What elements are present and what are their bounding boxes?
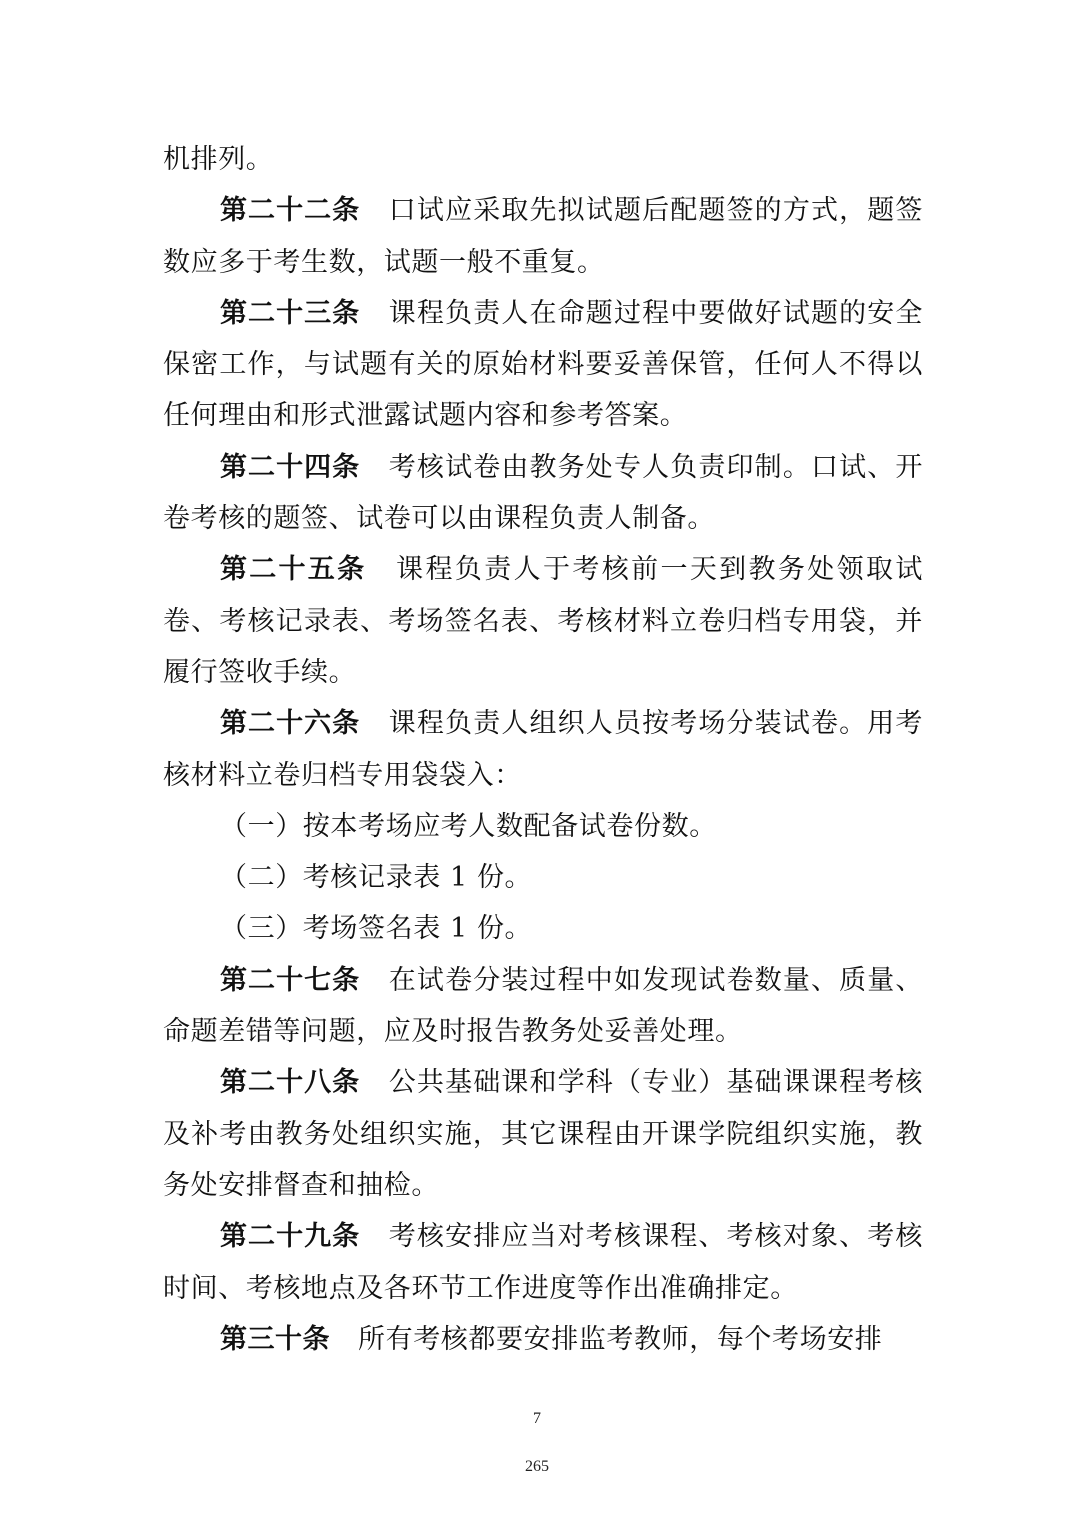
article-title: 第二十九条 [220, 1221, 361, 1253]
article-body: 课程负责人于考核前一天到教务处领取试卷、考核记录表、考场签名表、考核材料立卷归档专用袋，并履行签收手续。 [163, 554, 924, 688]
article-22 [163, 185, 923, 288]
article-body: 考核安排应当对考核课程、考核对象、考核时间、考核地点及各环节工作进度等作出准确排定。 [163, 1221, 923, 1304]
article-title: 第二十六条 [220, 708, 361, 740]
article-title: 第二十三条 [220, 297, 361, 329]
article-30 [163, 1314, 923, 1365]
article-title: 第二十八条 [220, 1067, 361, 1099]
article-body: 课程负责人在命题过程中要做好试题的安全保密工作，与试题有关的原始材料要妥善保管，任何人不得以任何理由和形式泄露试题内容和参考答案。 [163, 297, 923, 432]
article-body: 公共基础课和学科（专业）基础课课程考核及补考由教务处组织实施，其它课程由开课学院组织实施，教务处安排督查和抽检。 [163, 1067, 923, 1201]
list-item: （三）考场签名表 1 份。 [220, 913, 533, 945]
article-28 [163, 1057, 923, 1211]
article-29 [163, 1211, 923, 1314]
total-page-number: 265 [525, 1458, 549, 1475]
article-24 [163, 442, 923, 545]
article-title: 第二十五条 [220, 554, 367, 586]
body-text [163, 134, 923, 1365]
article-body: 课程负责人组织人员按考场分装试卷。用考核材料立卷归档专用袋袋入： [163, 708, 923, 791]
section-page-number: 7 [533, 1410, 541, 1427]
article-body: 口试应采取先拟试题后配题签的方式，题签数应多于考生数，试题一般不重复。 [163, 195, 923, 278]
article-26 [163, 698, 923, 801]
article-title: 第二十二条 [220, 195, 361, 227]
list-item: （二）考核记录表 1 份。 [220, 862, 533, 894]
article-title: 第三十条 [220, 1323, 330, 1355]
list-item: （一）按本考场应考人数配备试卷份数。 [220, 810, 717, 842]
article-title: 第二十七条 [220, 964, 361, 996]
continuation-line: 机排列。 [163, 144, 274, 175]
article-body: 在试卷分装过程中如发现试卷数量、质量、命题差错等问题，应及时报告教务处妥善处理。 [163, 964, 923, 1048]
article-body: 所有考核都要安排监考教师，每个考场安排 [358, 1323, 883, 1355]
article-27 [163, 955, 923, 1058]
article-23 [163, 288, 923, 442]
article-title: 第二十四条 [220, 451, 361, 483]
article-25 [163, 544, 923, 698]
article-body: 考核试卷由教务处专人负责印制。口试、开卷考核的题签、试卷可以由课程负责人制备。 [163, 451, 923, 535]
